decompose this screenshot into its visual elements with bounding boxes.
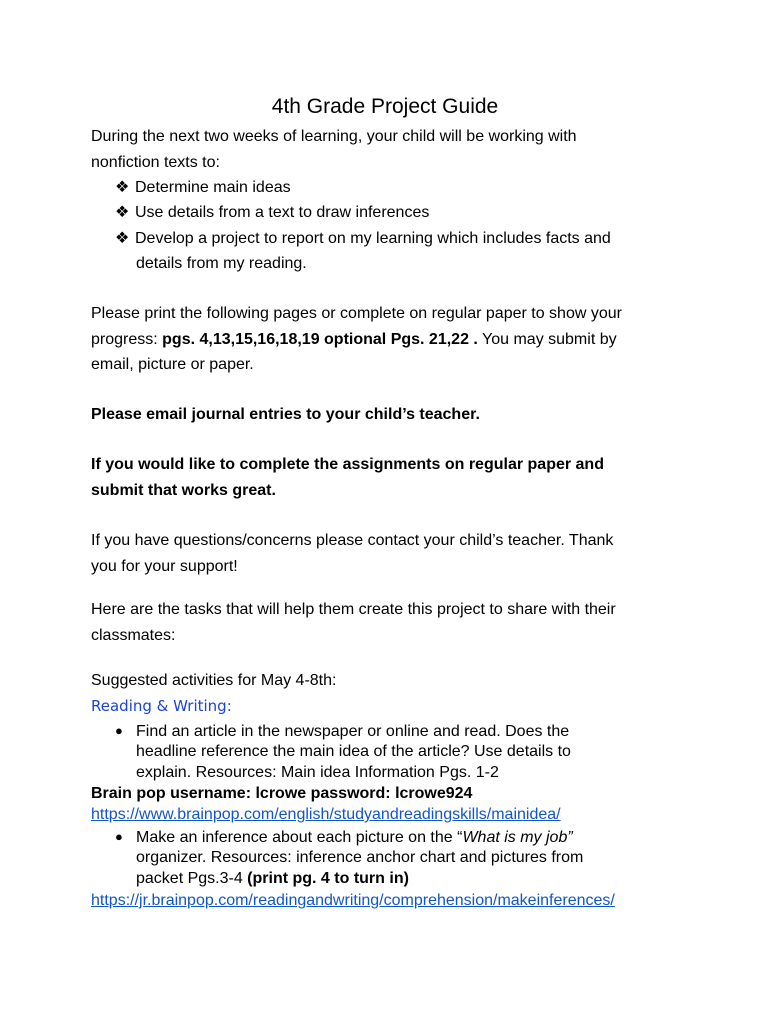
activity-item — [115, 826, 573, 848]
goal-text: Determine main ideas — [135, 179, 291, 196]
activity-text-line — [136, 868, 409, 889]
goal-item — [115, 175, 291, 201]
tasks-line-2: classmates: — [91, 627, 176, 644]
section-heading: Reading & Writing: — [91, 697, 232, 715]
questions-line-1: If you have questions/concerns please contact your child’s teacher. Thank — [91, 532, 614, 549]
diamond-bullet-icon: ❖ — [115, 204, 130, 221]
intro-line-1: During the next two weeks of learning, your child will be working with — [91, 128, 577, 145]
activity-item — [115, 720, 569, 742]
print-text: progress: — [91, 331, 163, 348]
activity-text: Make an inference about each picture on the “ — [136, 829, 463, 846]
inferences-link[interactable]: https://jr.brainpop.com/readingandwriting/comprehension/makeinferences/ — [91, 892, 615, 909]
questions-line-2: you for your support! — [91, 558, 238, 575]
goal-text: Use details from a text to draw inferences — [135, 204, 430, 221]
activity-text: headline reference the main idea of the article? Use details to — [136, 743, 571, 760]
turn-in-note: (print pg. 4 to turn in) — [247, 870, 409, 887]
goal-continuation: details from my reading. — [136, 255, 307, 272]
goal-text: Develop a project to report on my learning which includes facts and — [135, 230, 611, 247]
organizer-title: What is my job” — [462, 829, 573, 846]
goal-item — [115, 200, 429, 226]
tasks-line-1: Here are the tasks that will help them create this project to share with their — [91, 601, 616, 618]
activity-text: packet Pgs.3-4 — [136, 870, 248, 887]
required-pages: pgs. 4,13,15,16,18,19 optional Pgs. 21,22 . — [162, 331, 478, 348]
activity-text: explain. Resources: Main idea Information Pgs. 1-2 — [136, 764, 499, 781]
print-text: You may submit by — [477, 331, 617, 348]
dot-bullet-icon: ● — [115, 829, 123, 844]
print-line-3: email, picture or paper. — [91, 356, 254, 373]
print-line-2 — [91, 327, 617, 353]
goal-item — [115, 226, 611, 252]
email-note: Please email journal entries to your child’s teacher. — [91, 406, 480, 423]
mainidea-link[interactable]: https://www.brainpop.com/english/studyandreadingskills/mainidea/ — [91, 806, 561, 823]
activity-text: organizer. Resources: inference anchor chart and pictures from — [136, 849, 584, 866]
suggested-activities: Suggested activities for May 4-8th: — [91, 672, 337, 689]
brainpop-login: Brain pop username: lcrowe password: lcrowe924 — [91, 785, 473, 802]
print-line-1: Please print the following pages or complete on regular paper to show your — [91, 305, 622, 322]
dot-bullet-icon: ● — [115, 723, 123, 738]
paper-note-line-1: If you would like to complete the assignments on regular paper and — [91, 456, 604, 473]
activity-text: Find an article in the newspaper or online and read. Does the — [136, 723, 570, 740]
page-title: 4th Grade Project Guide — [271, 95, 499, 118]
intro-line-2: nonfiction texts to: — [91, 154, 220, 171]
diamond-bullet-icon: ❖ — [115, 179, 130, 196]
diamond-bullet-icon: ❖ — [115, 230, 130, 247]
paper-note-line-2: submit that works great. — [91, 482, 276, 499]
